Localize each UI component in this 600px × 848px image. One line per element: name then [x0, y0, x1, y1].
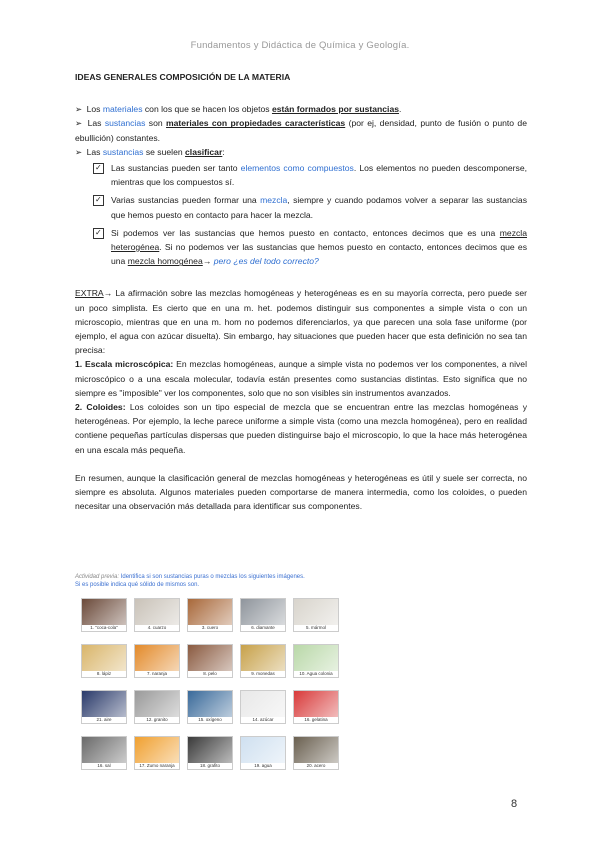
- check-item: ✓ Las sustancias pueden ser tanto elementos como compuestos. Los elementos no pueden descomponerse, mientras que los compuestos sí.: [93, 161, 527, 189]
- running-header: Fundamentos y Didáctica de Química y Geología.: [190, 40, 410, 51]
- photo-tile: [293, 690, 339, 724]
- photo-tile: [134, 690, 180, 724]
- checkbox-list: [93, 161, 527, 268]
- check-item: ✓ Varias sustancias pueden formar una mezcla, siempre y cuando podamos volver a separar las sustancias que hemos puesto en contacto para hacer la mezcla.: [93, 193, 527, 221]
- photo-caption: 21. aire: [82, 717, 126, 723]
- photo-tile: [81, 736, 127, 770]
- extra-item-2: 2. Coloides: Los coloides son un tipo especial de mezcla que se encuentran entre las mezclas homogéneas y heterogéneas. Por ejemplo, la leche parece uniforme a simple vista (como una mezcla homogénea), pero en realidad contiene pequeñas partículas dispersas que pueden distinguirse bajo el microscopio, lo que la hace más heterogénea en una escala más pequeña.: [75, 402, 527, 455]
- photo-tile: [81, 598, 127, 632]
- keyword: están formados por sustancias: [271, 104, 400, 115]
- photo-caption: 16. gelatina: [294, 717, 338, 723]
- photo-caption: 8. lápiz: [82, 671, 126, 677]
- arrow-bullet-icon: ➢: [75, 146, 83, 157]
- photo-tile: [240, 644, 286, 678]
- keyword: clasificar: [185, 146, 223, 157]
- extra-label: EXTRA: [75, 288, 104, 299]
- photo-tile: [81, 644, 127, 678]
- photo-tile: [134, 598, 180, 632]
- keyword: materiales: [102, 104, 143, 115]
- bullet-materials: ➢ Los materiales con los que se hacen los objetos están formados por sustancias.: [75, 104, 402, 115]
- page-body: [75, 70, 527, 513]
- photo-caption: 18. grafito: [188, 763, 232, 769]
- bullet-classify: ➢ Las sustancias se suelen clasificar:: [75, 146, 225, 157]
- photo-caption: 14. azúcar: [241, 717, 285, 723]
- check-item: ✓ Si podemos ver las sustancias que hemos puesto en contacto, entonces decimos que es una mezcla heterogénea. Si no podemos ver las sustancias que hemos puesto en contacto, entonces decimos que es una mezcla homogénea→ pero ¿es del todo correcto?: [93, 226, 527, 269]
- page-number: 8: [511, 798, 518, 810]
- checked-box-icon: [93, 195, 104, 206]
- photo-caption: 3. cuero: [188, 625, 232, 631]
- photo-caption: 12. granito: [135, 717, 179, 723]
- photo-caption: 4. cuarzo: [135, 625, 179, 631]
- photo-tile: [187, 690, 233, 724]
- section-title: IDEAS GENERALES COMPOSICIÓN DE LA MATERIA: [75, 72, 291, 82]
- photo-tile: [81, 690, 127, 724]
- activity-image: [75, 574, 345, 774]
- bullet-list: [75, 102, 527, 159]
- extra-intro: EXTRA→ La afirmación sobre las mezclas homogéneas y heterogéneas es en su mayoría correcta, pero puede ser un poco simplista. Es cierto que en una m. het. podemos distinguir sus componentes a simple vista o con un microscopio, mientras que en una m. hom no podemos diferenciarlos, ya que parecen una sola fase uniforme (por ejemplo, el agua con azúcar disuelta). Sin embargo, hay situaciones que pueden hacer que esta definición no sea tan precisa:: [75, 288, 527, 356]
- photo-caption: 15. oxígeno: [188, 717, 232, 723]
- photo-caption: 17. Zumo naranja: [135, 763, 179, 769]
- photo-tile: [187, 644, 233, 678]
- keyword: sustancias: [102, 146, 144, 157]
- photo-caption: 10. Agua colonia: [294, 671, 338, 677]
- photo-caption: 7. naranja: [135, 671, 179, 677]
- photo-tile: [240, 598, 286, 632]
- photo-caption: 19. agua: [241, 763, 285, 769]
- photo-caption: 5. mármol: [294, 625, 338, 631]
- bullet-substances: ➢ Las sustancias son materiales con propiedades características (por ej, densidad, punto de fusión o punto de ebullición) constantes.: [75, 118, 527, 143]
- photo-caption: 9. monedas: [241, 671, 285, 677]
- photo-tile: [134, 644, 180, 678]
- arrow-bullet-icon: ➢: [75, 118, 83, 129]
- photo-tile: [134, 736, 180, 770]
- keyword: materiales con propiedades características: [166, 118, 346, 129]
- arrow-bullet-icon: ➢: [75, 104, 83, 115]
- photo-tile: [293, 644, 339, 678]
- photo-caption: 1. "coca-cola": [82, 625, 126, 631]
- photo-tile: [187, 598, 233, 632]
- photo-caption: 20. acero: [294, 763, 338, 769]
- photo-tile: [293, 598, 339, 632]
- photo-tile: [293, 736, 339, 770]
- photo-tile: [240, 736, 286, 770]
- checked-box-icon: [93, 228, 104, 239]
- photo-tile: [187, 736, 233, 770]
- photo-caption: 16. sal: [82, 763, 126, 769]
- extra-item-1: 1. Escala microscópica: En mezclas homogéneas, aunque a simple vista no podemos ver los componentes, a nivel microscópico o a una escala molecular, todavía están presentes como sustancias distintas. Esto significa que no siempre es "imposible" ver los componentes, solo que no son visibles sin instrumentos avanzados.: [75, 359, 527, 398]
- activity-instruction: Actividad previa: Identifica si son sustancias puras o mezclas los siguientes imágenes. Si es posible indica qué sólido de mismos son.: [75, 574, 305, 588]
- photo-tile: [240, 690, 286, 724]
- summary-paragraph: En resumen, aunque la clasificación general de mezclas homogéneas y heterogéneas es útil y suele ser correcta, no siempre es absoluta. Algunos materiales pueden comportarse de manera intermedia, como los coloides, o pueden necesitar una observación más detallada para identificar sus componentes.: [75, 472, 527, 512]
- photo-caption: 8. pelo: [188, 671, 232, 677]
- keyword: sustancias: [104, 118, 146, 129]
- checked-box-icon: [93, 163, 104, 174]
- photo-caption: 6. diamante: [241, 625, 285, 631]
